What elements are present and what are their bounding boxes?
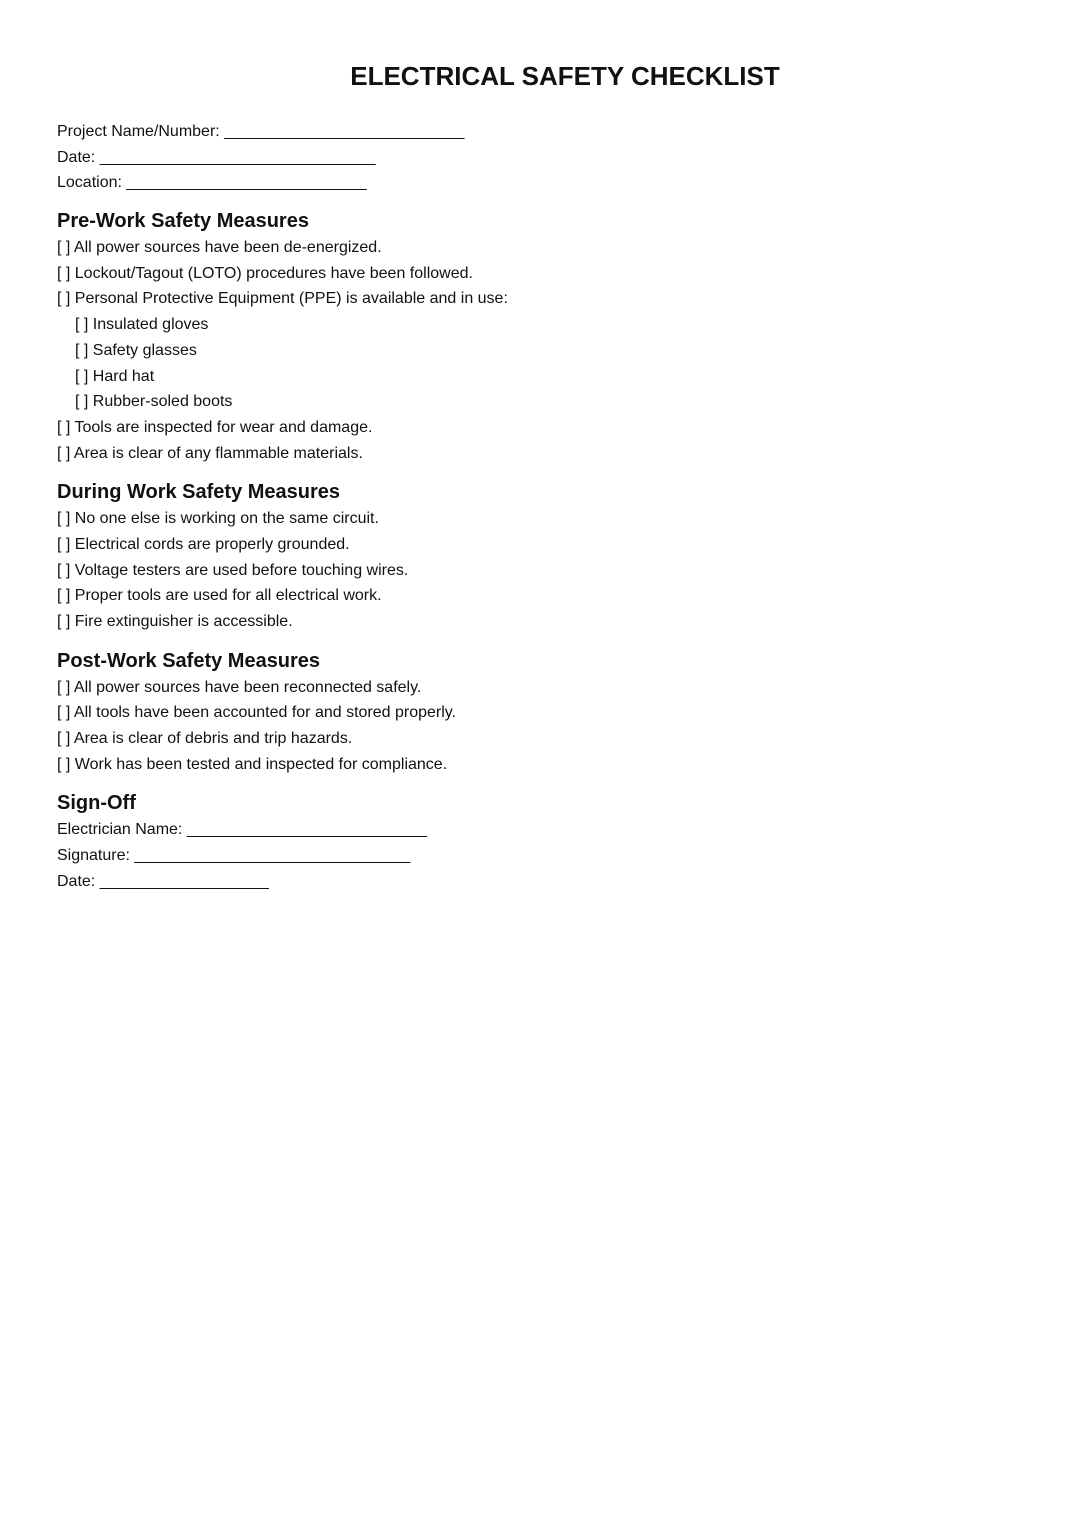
checklist-item: [ ] All tools have been accounted for and stored properly.: [57, 704, 457, 722]
electrician-name-field: Electrician Name: ___________________________: [57, 821, 428, 839]
signature-field: Signature: _______________________________: [57, 847, 411, 865]
project-name-field: Project Name/Number: ___________________________: [57, 123, 465, 140]
checklist-item: [ ] All power sources have been de-energized.: [57, 239, 382, 257]
checklist-item: [ ] No one else is working on the same circuit.: [57, 510, 379, 528]
checklist-subitem: [ ] Hard hat: [75, 367, 155, 385]
checklist-item: [ ] Tools are inspected for wear and damage.: [57, 418, 373, 436]
checklist-item: [ ] Electrical cords are properly grounded.: [57, 535, 350, 553]
checklist-item: [ ] Personal Protective Equipment (PPE) is available and in use:: [57, 290, 508, 308]
checklist-subitem: [ ] Rubber-soled boots: [75, 393, 233, 411]
section-pre-work: [57, 207, 1023, 466]
section-heading-pre-work: Pre-Work Safety Measures: [57, 210, 309, 233]
location-field: Location: ___________________________: [57, 174, 367, 192]
document-title: ELECTRICAL SAFETY CHECKLIST: [350, 61, 780, 91]
date-field: Date: _______________________________: [57, 148, 376, 166]
checklist-item: [ ] Fire extinguisher is accessible.: [57, 613, 293, 630]
section-during-work: [57, 478, 1023, 634]
checklist-item: [ ] Work has been tested and inspected for compliance.: [57, 755, 448, 773]
header-fields: [57, 119, 1023, 196]
section-post-work: [57, 647, 1023, 778]
checklist-item: [ ] Voltage testers are used before touching wires.: [57, 561, 409, 579]
checklist-item: [ ] Lockout/Tagout (LOTO) procedures have been followed.: [57, 264, 473, 282]
section-heading-during-work: During Work Safety Measures: [57, 481, 341, 504]
checklist-item: [ ] Area is clear of any flammable materials.: [57, 444, 363, 462]
checklist-subitem: [ ] Safety glasses: [75, 341, 197, 359]
checklist-item: [ ] Area is clear of debris and trip hazards.: [57, 730, 353, 748]
section-heading-sign-off: Sign-Off: [57, 792, 136, 815]
section-sign-off: [57, 789, 1023, 894]
checklist-item: [ ] All power sources have been reconnected safely.: [57, 678, 422, 696]
checklist-subitem: [ ] Insulated gloves: [75, 316, 209, 334]
sign-off-date-field: Date: ___________________: [57, 872, 269, 890]
section-heading-post-work: Post-Work Safety Measures: [57, 649, 321, 672]
checklist-item: [ ] Proper tools are used for all electrical work.: [57, 587, 382, 605]
